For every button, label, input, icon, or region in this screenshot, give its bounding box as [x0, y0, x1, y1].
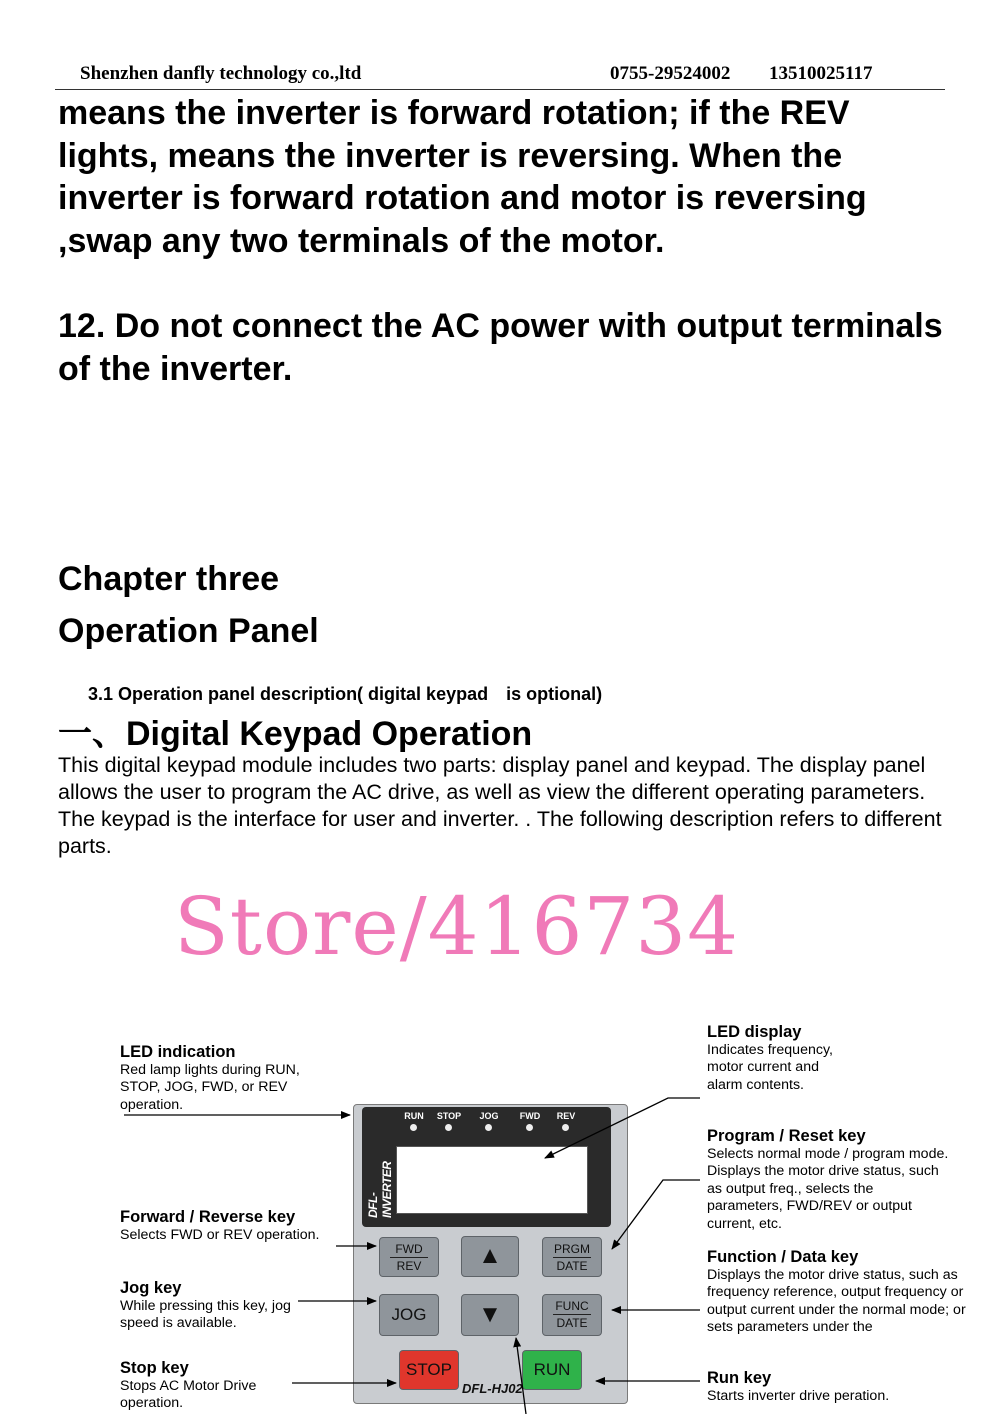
brand-label: DFL-INVERTER [366, 1161, 394, 1218]
header-phone-1: 0755-29524002 [610, 63, 731, 84]
up-arrow-icon: ▲ [478, 1242, 502, 1269]
label-run-title: Run key [707, 1369, 772, 1387]
label-run-desc: Starts inverter drive peration. [707, 1388, 890, 1404]
label-stop-desc: Stops AC Motor Drive operation. [120, 1378, 257, 1412]
chapter-title: Operation Panel [58, 612, 319, 650]
label-led-indication-title: LED indication [120, 1043, 236, 1061]
prgm-date-label: DATE [556, 1259, 588, 1273]
label-stop-title: Stop key [120, 1359, 189, 1377]
led-label-stop: STOP [436, 1111, 462, 1121]
model-label: DFL-HJ02 [462, 1381, 523, 1396]
led-label-rev: REV [556, 1111, 576, 1121]
label-led-display-title: LED display [707, 1023, 802, 1041]
label-led-display-desc: Indicates frequency, motor current and alarm contents. [707, 1042, 833, 1093]
paragraph-rotation: means the inverter is forward rotation; if the REV lights, means the inverter is reversing. When the inverter is forward rotation and motor is reversing ,swap any two terminals of the motor. [58, 94, 867, 260]
store-watermark: Store/416734 [174, 880, 740, 973]
label-forward-reverse-desc: Selects FWD or REV operation. [120, 1227, 320, 1243]
label-function-data-title: Function / Data key [707, 1248, 859, 1266]
label-function-data-desc: Displays the motor drive status, such as frequency reference, output frequency or output current under the normal mode; or sets parameters under the [707, 1267, 966, 1336]
section-description: This digital keypad module includes two parts: display panel and keypad. The display panel allows the user to program the AC drive, as well as view the different operating parameters. The keypad is the interface for user and inverter. . The following description refers to different parts. [58, 753, 942, 858]
label-forward-reverse-title: Forward / Reverse key [120, 1208, 296, 1226]
arrow-led-display [545, 1098, 700, 1158]
led-label-jog: JOG [479, 1111, 499, 1121]
fwd-key-label: FWD [390, 1242, 428, 1258]
label-jog-desc: While pressing this key, jog speed is available. [120, 1298, 291, 1332]
paragraph-item-12: 12. Do not connect the AC power with output terminals of the inverter. [58, 307, 943, 388]
section-heading: 3.1 Operation panel description( digital keypad is optional) [88, 684, 603, 704]
header-company: Shenzhen danfly technology co.,ltd [80, 63, 362, 84]
arrow-program-reset [612, 1180, 700, 1249]
stop-key-label: STOP [406, 1360, 452, 1379]
label-program-reset-desc: Selects normal mode / program mode. Displays the motor drive status, such as output freq., selects the parameters, FWD/REV or output current, etc. [707, 1146, 949, 1232]
arrow-pointer [516, 1338, 526, 1414]
header-phone-2: 13510025117 [769, 63, 873, 84]
led-label-run: RUN [404, 1111, 424, 1121]
chapter-number: Chapter three [58, 560, 280, 598]
led-label-fwd: FWD [519, 1111, 541, 1121]
section-title: 一、Digital Keypad Operation [58, 715, 533, 753]
label-jog-title: Jog key [120, 1279, 182, 1297]
run-key-label: RUN [533, 1360, 571, 1379]
func-date-label: DATE [556, 1316, 588, 1330]
label-program-reset-title: Program / Reset key [707, 1127, 866, 1145]
func-key-label: FUNC [553, 1299, 591, 1315]
label-led-indication-desc: Red lamp lights during RUN, STOP, JOG, FWD, or REV operation. [120, 1062, 300, 1113]
jog-key-label: JOG [391, 1305, 427, 1324]
down-arrow-icon: ▼ [478, 1301, 502, 1328]
prgm-key-label: PRGM [554, 1242, 590, 1256]
rev-key-label: REV [396, 1259, 422, 1273]
